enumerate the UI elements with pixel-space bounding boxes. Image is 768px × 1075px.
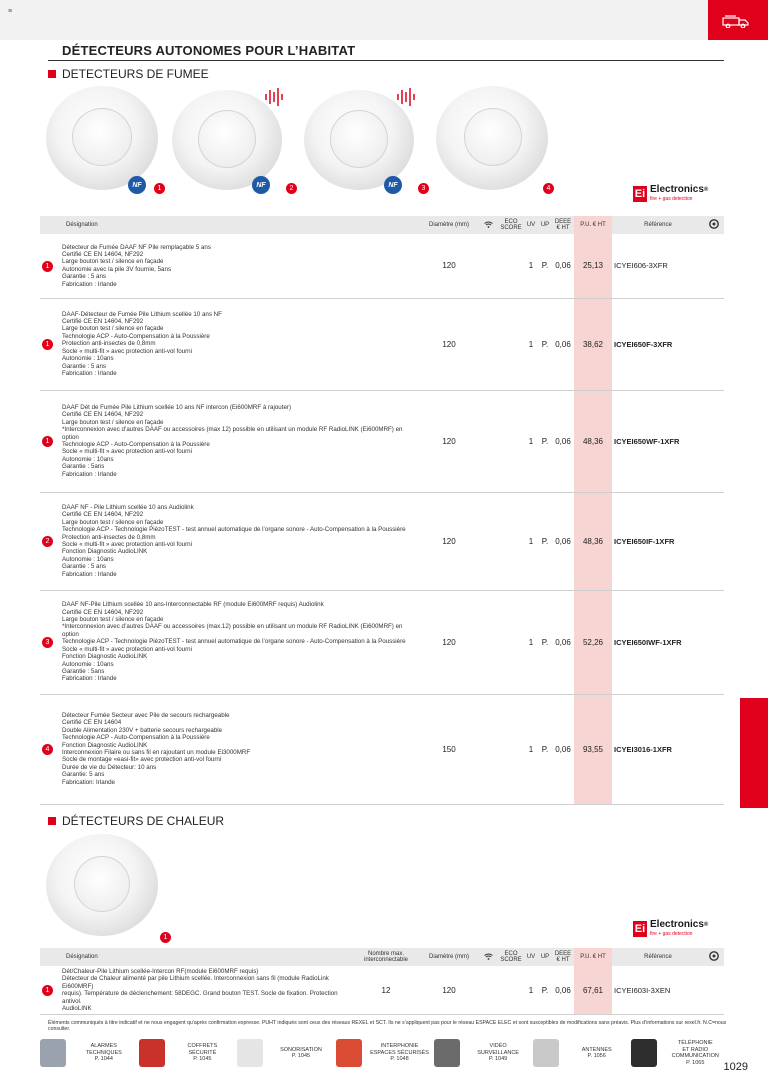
designation-line: Technologie ACP - Auto-Compensation à la Poussière xyxy=(62,332,210,340)
section-heat-heading xyxy=(48,814,224,828)
row-up: P. xyxy=(538,492,552,590)
table-row[interactable] xyxy=(40,590,724,694)
product-number: 4 xyxy=(543,183,554,194)
footer-link[interactable] xyxy=(40,1039,139,1067)
col-price: P.U. € HT xyxy=(574,948,612,966)
col-deee: DEEE € HT xyxy=(552,948,574,966)
section-heat-title: DÉTECTEURS DE CHALEUR xyxy=(62,814,225,828)
row-up: P. xyxy=(538,234,552,298)
sound-icon xyxy=(264,86,286,108)
designation-line: Garantie : 5ans xyxy=(62,667,105,675)
row-deee: 0,06 xyxy=(552,298,574,390)
row-up: P. xyxy=(538,966,552,1015)
product-number: 3 xyxy=(418,183,429,194)
footer-thumbnail xyxy=(139,1039,165,1067)
designation-line: Socle « multi-fit » avec protection anti-vol fourni xyxy=(62,645,192,653)
section-smoke-heading xyxy=(48,67,209,81)
designation-line: Technologie ACP - Technologie PiézoTEST - test annuel automatique de l’organe sonore - Auto-Compensation à la Poussière xyxy=(62,526,406,534)
row-diameter: 120 xyxy=(420,298,478,390)
designation-line: DAAF NF - Pile Lithium scellée 10 ans Audiolink xyxy=(62,503,194,511)
row-deee: 0,06 xyxy=(552,694,574,804)
brand-reg: ® xyxy=(703,187,709,193)
designation-line: Socle de montage «easi-fit» avec protection anti-vol fourni xyxy=(62,756,222,764)
row-reference: ICYEI606-3XFR xyxy=(612,234,704,298)
table-row[interactable] xyxy=(40,390,724,492)
designation-line: *Interconnexion avec d’autres DAAF ou accessoires (max 12) possible en utilisant un module RF RadioLINK (Ei600MRF) en xyxy=(62,426,403,434)
col-designation: Désignation xyxy=(62,948,352,966)
fire-truck-icon xyxy=(722,14,750,28)
row-price: 67,61 xyxy=(574,966,612,1015)
col-diameter: Diamètre (mm) xyxy=(420,948,478,966)
designation-line: DAAF-Détecteur de Fumée Pile Lithium scellée 10 ans NF xyxy=(62,310,222,318)
table-row[interactable] xyxy=(40,234,724,298)
row-interconnect: 12 xyxy=(352,966,420,1015)
col-up: UP xyxy=(538,216,552,234)
footer-link[interactable] xyxy=(631,1039,730,1067)
row-price: 52,26 xyxy=(574,590,612,694)
row-number: 1 xyxy=(42,436,53,447)
designation-line: Fabrication: Irlande xyxy=(62,778,115,786)
side-tab[interactable] xyxy=(740,698,768,808)
menu-icon[interactable]: ≡ xyxy=(8,8,13,15)
col-deee: DEEE € HT xyxy=(552,216,574,234)
designation-line: Fabrication : Irlande xyxy=(62,470,117,478)
table-header xyxy=(40,948,724,966)
col-eco-score: ECO SCORE xyxy=(498,948,524,966)
row-reference: ICYEI3016-1XFR xyxy=(612,694,704,804)
brand-name: Electronics xyxy=(650,919,704,930)
footer-link[interactable] xyxy=(533,1039,632,1067)
designation-line: Certifié CE EN 14604, NF292 xyxy=(62,511,144,519)
designation-line: Interconnexion Filaire ou sans fil en rajoutant un module Ei3000MRF xyxy=(62,749,251,756)
row-diameter: 120 xyxy=(420,234,478,298)
designation-line: Fabrication : Irlande xyxy=(62,280,117,288)
nf-badge: NF xyxy=(252,176,270,194)
footer-nav xyxy=(40,1034,730,1072)
row-diameter: 120 xyxy=(420,590,478,694)
designation-line: Protection anti-insectes de 0,8mm xyxy=(62,533,156,541)
designation-line: Détecteur de Chaleur alimenté par pile Lithium scellée. Interconnexion sans fil (module RadioLink Ei600MRF) xyxy=(62,975,329,990)
row-uv: 1 xyxy=(524,234,538,298)
cart-icon[interactable] xyxy=(704,948,724,966)
designation-line: Autonomie : 10ans xyxy=(62,455,114,463)
section-smoke-title: DETECTEURS DE FUMEE xyxy=(62,67,209,81)
designation-line: Fonction Diagnostic AudioLINK xyxy=(62,653,148,661)
row-designation xyxy=(62,298,420,390)
footer-label: VIDÉO SURVEILLANCE P. 1049 xyxy=(477,1043,519,1063)
page-title: DÉTECTEURS AUTONOMES POUR L’HABITAT xyxy=(62,43,356,58)
section-marker xyxy=(48,817,56,825)
designation-line: Durée de vie du Détecteur: 10 ans xyxy=(62,763,157,771)
col-up: UP xyxy=(538,948,552,966)
row-price: 48,36 xyxy=(574,492,612,590)
page-number: 1029 xyxy=(723,1061,748,1073)
row-deee: 0,06 xyxy=(552,492,574,590)
designation-line: Garantie : 5 ans xyxy=(62,362,107,370)
row-designation xyxy=(62,390,420,492)
row-number: 2 xyxy=(42,536,53,547)
brand-logo xyxy=(633,920,708,937)
brand-mark: Ei xyxy=(634,922,646,935)
table-row[interactable] xyxy=(40,694,724,804)
product-number: 1 xyxy=(154,183,165,194)
row-up: P. xyxy=(538,390,552,492)
footer-label: COFFRETS SÉCURITÉ P. 1045 xyxy=(187,1043,218,1063)
row-number: 4 xyxy=(42,744,53,755)
designation-line: Fabrication : Irlande xyxy=(62,675,117,683)
col-reference: Référence xyxy=(612,948,704,966)
designation-line: Détecteur Fumée Secteur avec Pile de secours rechargeable xyxy=(62,711,230,719)
designation-line: Fonction Diagnostic AudioLINK xyxy=(62,741,148,749)
table-row[interactable] xyxy=(40,966,724,1015)
designation-line: Autonomie avec la pile 3V fournie, 5ans xyxy=(62,265,172,273)
designation-line: *Interconnexion avec d’autres DAAF ou accessoires (max.12) possible en utilisant un module RF RadioLINK (Ei600MRF) en xyxy=(62,623,403,631)
product-image-heat xyxy=(46,834,158,936)
row-reference: ICYEI650F-3XFR xyxy=(612,298,704,390)
row-up: P. xyxy=(538,694,552,804)
row-uv: 1 xyxy=(524,390,538,492)
designation-line: Technologie ACP - Auto-Compensation à la Poussière xyxy=(62,441,210,448)
row-designation xyxy=(62,694,420,804)
row-up: P. xyxy=(538,590,552,694)
fire-truck-tab[interactable] xyxy=(708,0,768,40)
designation-line: Technologie ACP - Technologie PiézoTEST - test annuel automatique de l’organe sonore - Auto-Compensation à la Poussière xyxy=(62,638,406,646)
designation-line: AudioLINK xyxy=(62,1005,92,1013)
designation-line: Garantie: 5 ans xyxy=(62,771,105,779)
top-bar xyxy=(0,0,768,40)
product-image-1 xyxy=(46,86,158,190)
footer-thumbnail xyxy=(336,1039,362,1067)
designation-line: Double Alimentation 230V + batterie secours rechargeable xyxy=(62,726,223,734)
product-image-4 xyxy=(436,86,548,190)
footer-thumbnail xyxy=(631,1039,657,1067)
footer-label: ANTENNES P. 1056 xyxy=(581,1046,612,1059)
brand-name: Electronics xyxy=(650,184,704,195)
row-uv: 1 xyxy=(524,298,538,390)
row-reference: ICYEI650WF-1XFR xyxy=(612,390,704,492)
row-number: 1 xyxy=(42,985,53,996)
disclaimer: Éléments communiqués à titre indicatif et ne nous engagent qu’après confirmation expresse. PUHT indiqués sont ceux des réseaux REXEL et SCT. Ils ne s’appliquent pas pour le réseau ESPACE ELEC et sont susceptibles de modifications sans préavis. Plus d’informations sur rexel.fr. N.C=nous consulter. xyxy=(48,1020,727,1032)
table-header xyxy=(40,216,724,234)
brand-tagline: fire + gas detection xyxy=(650,931,693,937)
row-designation xyxy=(62,234,420,298)
designation-line: requis). Température de déclenchement: 58DEGC. Grand bouton TEST. Socle de fixation. Protection antivol. xyxy=(62,990,338,1005)
footer-label: INTERPHONIE ESPACES SÉCURISÉS P. 1048 xyxy=(370,1043,429,1063)
row-designation xyxy=(62,966,352,1015)
col-diameter: Diamètre (mm) xyxy=(420,216,478,234)
product-number: 2 xyxy=(286,183,297,194)
row-price: 38,62 xyxy=(574,298,612,390)
designation-line: Garantie : 5 ans xyxy=(62,563,107,571)
designation-line: Garantie : 5 ans xyxy=(62,273,107,281)
nf-badge: NF xyxy=(128,176,146,194)
row-deee: 0,06 xyxy=(552,966,574,1015)
footer-thumbnail xyxy=(40,1039,66,1067)
designation-line: Garantie : 5ans xyxy=(62,463,105,471)
designation-line: Certifié CE EN 14604 xyxy=(62,719,122,727)
col-designation: Désignation xyxy=(62,216,420,234)
designation-line: Certifié CE EN 14604, NF292 xyxy=(62,411,144,419)
row-diameter: 120 xyxy=(420,492,478,590)
footer-link[interactable] xyxy=(336,1039,435,1067)
row-price: 93,55 xyxy=(574,694,612,804)
row-diameter: 120 xyxy=(420,966,478,1015)
row-number: 1 xyxy=(42,261,53,272)
designation-line: Dét/Chaleur-Pile Lithium scellée-Intercon RF(module Ei600MRF requis) xyxy=(62,968,259,975)
row-deee: 0,06 xyxy=(552,390,574,492)
row-diameter: 120 xyxy=(420,390,478,492)
designation-line: Fonction Diagnostic AudioLINK xyxy=(62,548,148,556)
designation-line: option xyxy=(62,630,79,638)
row-deee: 0,06 xyxy=(552,234,574,298)
row-number: 3 xyxy=(42,637,53,648)
row-uv: 1 xyxy=(524,966,538,1015)
footer-thumbnail xyxy=(434,1039,460,1067)
designation-line: Large bouton test / silence en façade xyxy=(62,518,164,526)
wifi-icon xyxy=(478,216,498,234)
row-reference: ICYEI650IWF-1XFR xyxy=(612,590,704,694)
designation-line: Socle « multi-fit » avec protection anti-vol fourni xyxy=(62,347,192,355)
table-row[interactable] xyxy=(40,492,724,590)
brand-logo xyxy=(633,185,708,202)
designation-line: Autonomie : 10ans xyxy=(62,660,114,668)
col-eco-score: ECO SCORE xyxy=(498,216,524,234)
row-reference: ICYEI650IF-1XFR xyxy=(612,492,704,590)
footer-label: SONORISATION P. 1045 xyxy=(280,1046,322,1059)
row-reference: ICYEI603I-3XEN xyxy=(612,966,704,1015)
designation-line: Détecteur de Fumée DAAF NF Pile remplaçable 5 ans xyxy=(62,243,211,251)
wifi-icon xyxy=(478,948,498,966)
designation-line: Protection anti-insectes de 0,8mm xyxy=(62,340,156,348)
designation-line: Socle « multi-fit » avec protection anti-vol fourni xyxy=(62,541,192,548)
col-reference: Référence xyxy=(612,216,704,234)
col-price: P.U. € HT xyxy=(574,216,612,234)
title-divider xyxy=(48,60,724,61)
cart-icon[interactable] xyxy=(704,216,724,234)
smoke-detector-table xyxy=(40,216,724,805)
footer-thumbnail xyxy=(533,1039,559,1067)
row-designation xyxy=(62,590,420,694)
col-uv: UV xyxy=(524,948,538,966)
brand-mark: Ei xyxy=(634,187,646,200)
designation-line: Certifié CE EN 14604, NF292 xyxy=(62,608,144,616)
row-uv: 1 xyxy=(524,492,538,590)
designation-line: Socle « multi-fit » avec protection anti-vol fourni xyxy=(62,448,192,456)
product-number: 1 xyxy=(160,932,171,943)
row-uv: 1 xyxy=(524,694,538,804)
designation-line: Fabrication : Irlande xyxy=(62,570,117,578)
row-price: 25,13 xyxy=(574,234,612,298)
designation-line: Large bouton test / silence en façade xyxy=(62,418,164,426)
designation-line: Autonomie : 10ans xyxy=(62,355,114,363)
row-uv: 1 xyxy=(524,590,538,694)
heat-detector-table xyxy=(40,948,724,1015)
row-diameter: 150 xyxy=(420,694,478,804)
footer-label: ALARMES TECHNIQUES P. 1044 xyxy=(85,1043,122,1063)
row-number: 1 xyxy=(42,339,53,350)
designation-line: Certifié CE EN 14604, NF292 xyxy=(62,250,144,258)
col-uv: UV xyxy=(524,216,538,234)
footer-link[interactable] xyxy=(434,1039,533,1067)
sound-icon xyxy=(396,86,418,108)
footer-link[interactable] xyxy=(237,1039,336,1067)
footer-link[interactable] xyxy=(139,1039,238,1067)
row-price: 48,36 xyxy=(574,390,612,492)
row-deee: 0,06 xyxy=(552,590,574,694)
designation-line: DAAF NF-Pile Lithium scellée 10 ans-Interconnectable RF (module Ei600MRF requis) Audiolink xyxy=(62,601,324,609)
footer-thumbnail xyxy=(237,1039,263,1067)
designation-line: Large bouton test / silence en façade xyxy=(62,616,164,624)
brand-reg: ® xyxy=(703,922,709,928)
designation-line: Technologie ACP - Auto-Compensation à la Poussière xyxy=(62,734,210,742)
brand-tagline: fire + gas detection xyxy=(650,196,693,202)
designation-line: Large bouton test / silence en façade xyxy=(62,325,164,333)
designation-line: option xyxy=(62,433,79,441)
row-up: P. xyxy=(538,298,552,390)
designation-line: DAAF Dét de Fumée Pile Lithium scellée 10 ans NF intercon (Ei600MRF à rajouter) xyxy=(62,403,292,411)
nf-badge: NF xyxy=(384,176,402,194)
row-designation xyxy=(62,492,420,590)
table-row[interactable] xyxy=(40,298,724,390)
designation-line: Certifié CE EN 14604, NF292 xyxy=(62,318,144,326)
designation-line: Autonomie : 10ans xyxy=(62,555,114,563)
footer-label: TÉLÉPHONIE ET RADIO COMMUNICATION P. 1065 xyxy=(671,1040,719,1066)
section-marker xyxy=(48,70,56,78)
designation-line: Large bouton test / silence en façade xyxy=(62,258,164,266)
designation-line: Fabrication : Irlande xyxy=(62,369,117,377)
col-interconnect: Nombre max. interconnectable xyxy=(352,948,420,966)
